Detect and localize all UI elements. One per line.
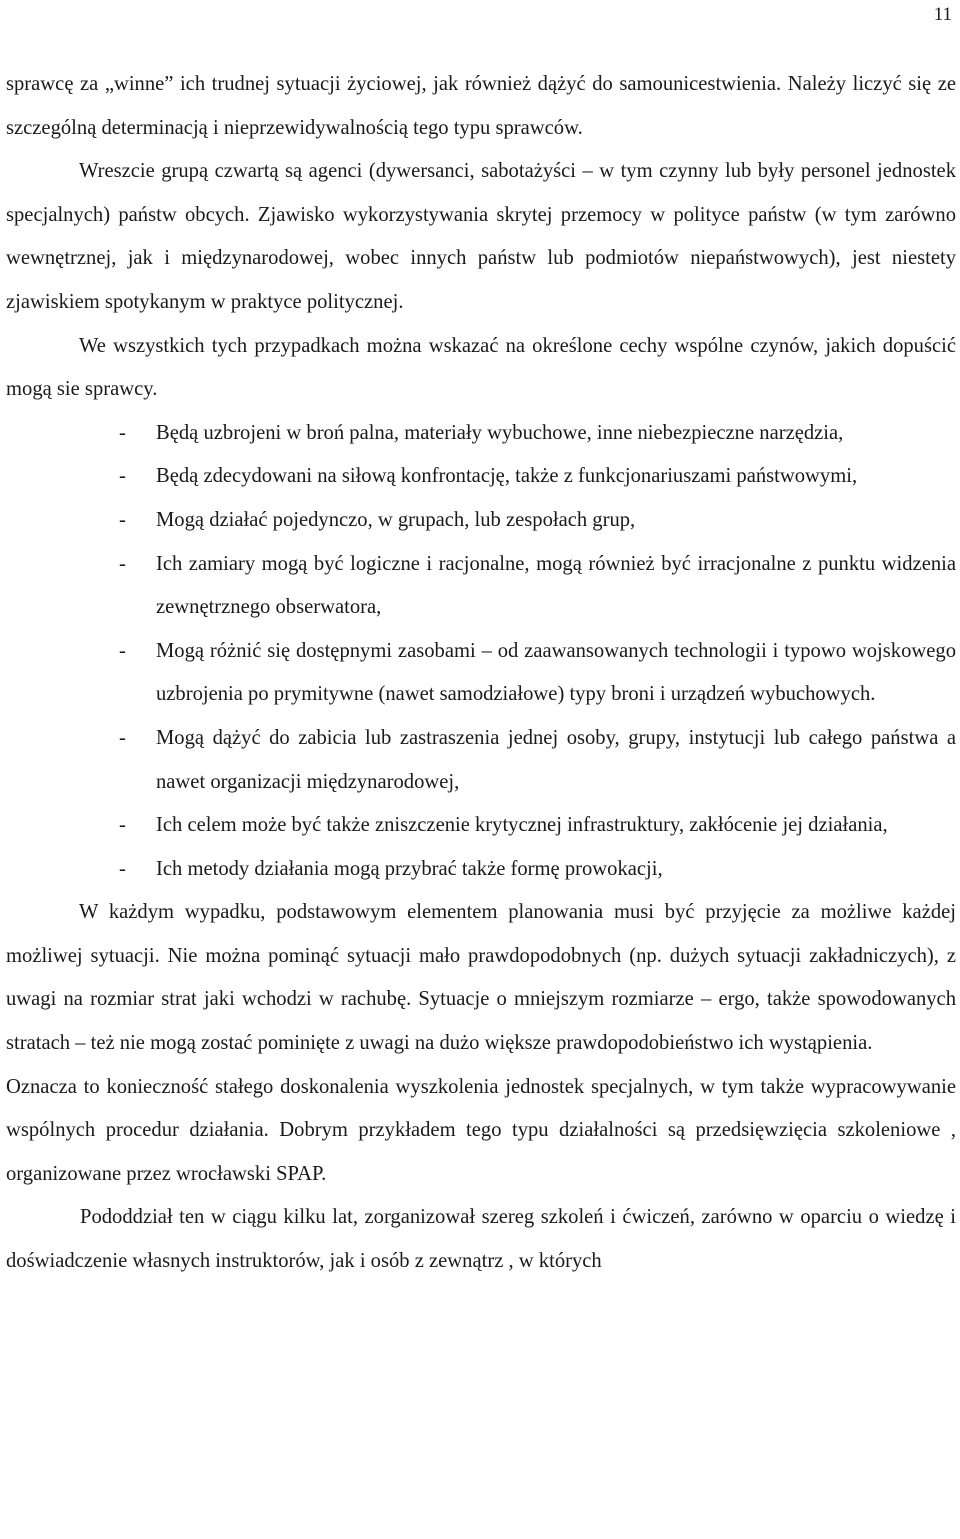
bullet-dash: - [119,421,126,444]
paragraph-2: Wreszcie grupą czwartą są agenci (dywersanci, sabotażyści – w tym czynny lub były personel jednostek specjalnych) państw obcych. Zjawisko wykorzystywania skrytej przemocy w polityce państw (w tym zarówno wewnętrznej, jak i międzynarodowej, wobec innych państw lub podmiotów niepaństwowych), jest niestety zjawiskiem spotykanym w praktyce politycznej. [6,160,956,313]
bullet-dash: - [119,508,126,531]
list-item-text: Mogą działać pojedynczo, w grupach, lub zespołach grup, [156,508,636,531]
list-item [6,717,956,804]
paragraph-4: W każdym wypadku, podstawowym elementem planowania musi być przyjęcie za możliwe każdej możliwej sytuacji. Nie można pominąć sytuacji mało prawdopodobnych (np. dużych sytuacji zakładniczych), z uwagi na rozmiar strat jaki wchodzi w rachubę. Sytuacje o mniejszym rozmiarze – ergo, także spowodowanych stratach – też nie mogą zostać pominięte z uwagi na dużo większe prawdopodobieństwo ich wystąpienia. [6,901,956,1055]
bullet-dash: - [119,639,126,662]
features-list [6,412,956,892]
list-item [6,848,956,892]
list-item-text: Ich celem może być także zniszczenie krytycznej infrastruktury, zakłócenie jej działania, [156,814,888,837]
list-item [6,412,956,456]
list-item-text: Będą zdecydowani na siłową konfrontację, także z funkcjonariuszami państwowymi, [156,465,858,488]
list-item-text: Będą uzbrojeni w broń palna, materiały wybuchowe, inne niebezpieczne narzędzia, [156,421,844,444]
document-body [6,63,956,1284]
bullet-dash: - [119,857,126,880]
list-item-text: Ich zamiary mogą być logiczne i racjonalne, mogą również być irracjonalne z punktu widzenia zewnętrznego obserwatora, [156,552,956,619]
list-item [6,455,956,499]
list-item-text: Ich metody działania mogą przybrać także formę prowokacji, [156,857,663,880]
paragraph-1: sprawcę za „winne” ich trudnej sytuacji życiowej, jak również dążyć do samounicestwienia. Należy liczyć się ze szczególną determinacją i nieprzewidywalnością tego typu sprawców. [6,73,956,139]
bullet-dash: - [119,552,126,575]
page-number: 11 [933,4,952,25]
bullet-dash: - [119,465,126,488]
list-item-text: Mogą różnić się dostępnymi zasobami – od zaawansowanych technologii i typowo wojskowego uzbrojenia po prymitywne (nawet samodziałowe) typy broni i urządzeń wybuchowych. [156,639,956,706]
bullet-dash: - [119,726,126,749]
list-item [6,630,956,717]
list-item [6,543,956,630]
paragraph-6: Pododdział ten w ciągu kilku lat, zorganizował szereg szkoleń i ćwiczeń, zarówno w oparciu o wiedzę i doświadczenie własnych instruktorów, jak i osób z zewnątrz , w których [6,1206,956,1273]
list-item [6,804,956,848]
paragraph-3: We wszystkich tych przypadkach można wskazać na określone cechy wspólne czynów, jakich dopuścić mogą sie sprawcy. [6,334,956,401]
list-item-text: Mogą dążyć do zabicia lub zastraszenia jednej osoby, grupy, instytucji lub całego państwa a nawet organizacji międzynarodowej, [156,726,956,793]
list-item [6,499,956,543]
bullet-dash: - [119,814,126,837]
paragraph-5: Oznacza to konieczność stałego doskonalenia wyszkolenia jednostek specjalnych, w tym także wypracowywanie wspólnych procedur działania. Dobrym przykładem tego typu działalności są przedsięwzięcia szkoleniowe , organizowane przez wrocławski SPAP. [6,1075,956,1185]
